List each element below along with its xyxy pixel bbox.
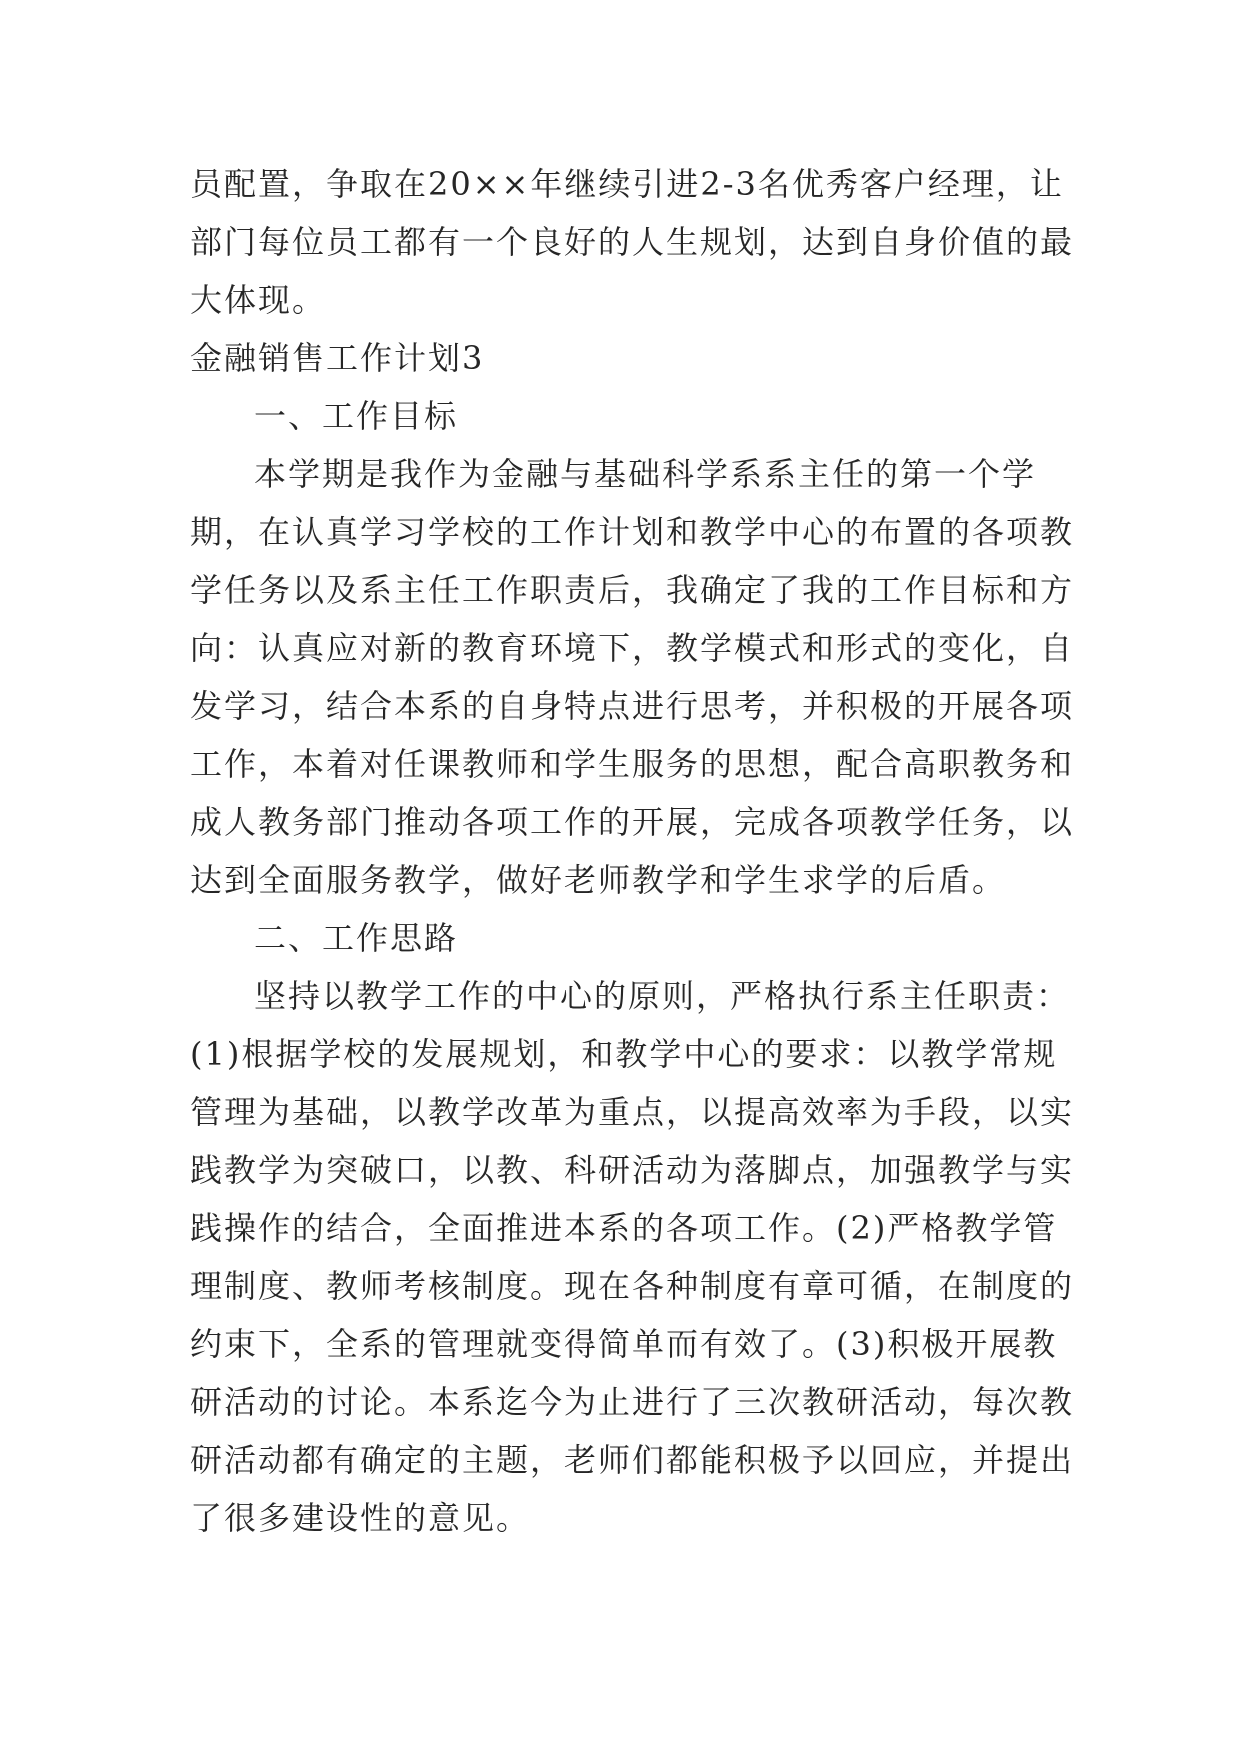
text-line: 学任务以及系主任工作职责后，我确定了我的工作目标和方	[190, 571, 1075, 609]
text-line: 达到全面服务教学，做好老师教学和学生求学的后盾。	[190, 861, 1007, 899]
text-line: 研活动都有确定的主题，老师们都能积极予以回应，并提出	[190, 1441, 1075, 1479]
text-line: 向：认真应对新的教育环境下，教学模式和形式的变化，自	[190, 629, 1075, 667]
text-line: 发学习，结合本系的自身特点进行思考，并积极的开展各项	[190, 687, 1075, 725]
heading-work-goals: 一、工作目标	[254, 397, 459, 435]
text-line: 理制度、教师考核制度。现在各种制度有章可循，在制度的	[190, 1267, 1075, 1305]
text-line: 践教学为突破口，以教、科研活动为落脚点，加强教学与实	[190, 1151, 1075, 1189]
heading-work-approach: 二、工作思路	[254, 919, 459, 957]
text-line: 约束下，全系的管理就变得简单而有效了。(3)积极开展教	[190, 1325, 1058, 1363]
text-line: 部门每位员工都有一个良好的人生规划，达到自身价值的最	[190, 223, 1075, 261]
text-line: 研活动的讨论。本系迄今为止进行了三次教研活动，每次教	[190, 1383, 1075, 1421]
section-title: 金融销售工作计划3	[190, 339, 485, 377]
text-line: (1)根据学校的发展规划，和教学中心的要求：以教学常规	[190, 1035, 1058, 1073]
text-line: 员配置，争取在20××年继续引进2-3名优秀客户经理，让	[190, 165, 1064, 203]
text-line: 坚持以教学工作的中心的原则，严格执行系主任职责：	[254, 977, 1071, 1015]
text-line: 管理为基础，以教学改革为重点，以提高效率为手段，以实	[190, 1093, 1075, 1131]
text-line: 工作，本着对任课教师和学生服务的思想，配合高职教务和	[190, 745, 1075, 783]
text-line: 本学期是我作为金融与基础科学系系主任的第一个学	[254, 455, 1037, 493]
document-body	[190, 155, 1075, 1547]
text-line: 成人教务部门推动各项工作的开展，完成各项教学任务，以	[190, 803, 1075, 841]
text-line: 期，在认真学习学校的工作计划和教学中心的布置的各项教	[190, 513, 1075, 551]
text-line: 践操作的结合，全面推进本系的各项工作。(2)严格教学管	[190, 1209, 1058, 1247]
text-line: 了很多建设性的意见。	[190, 1499, 531, 1537]
text-line: 大体现。	[190, 281, 327, 319]
